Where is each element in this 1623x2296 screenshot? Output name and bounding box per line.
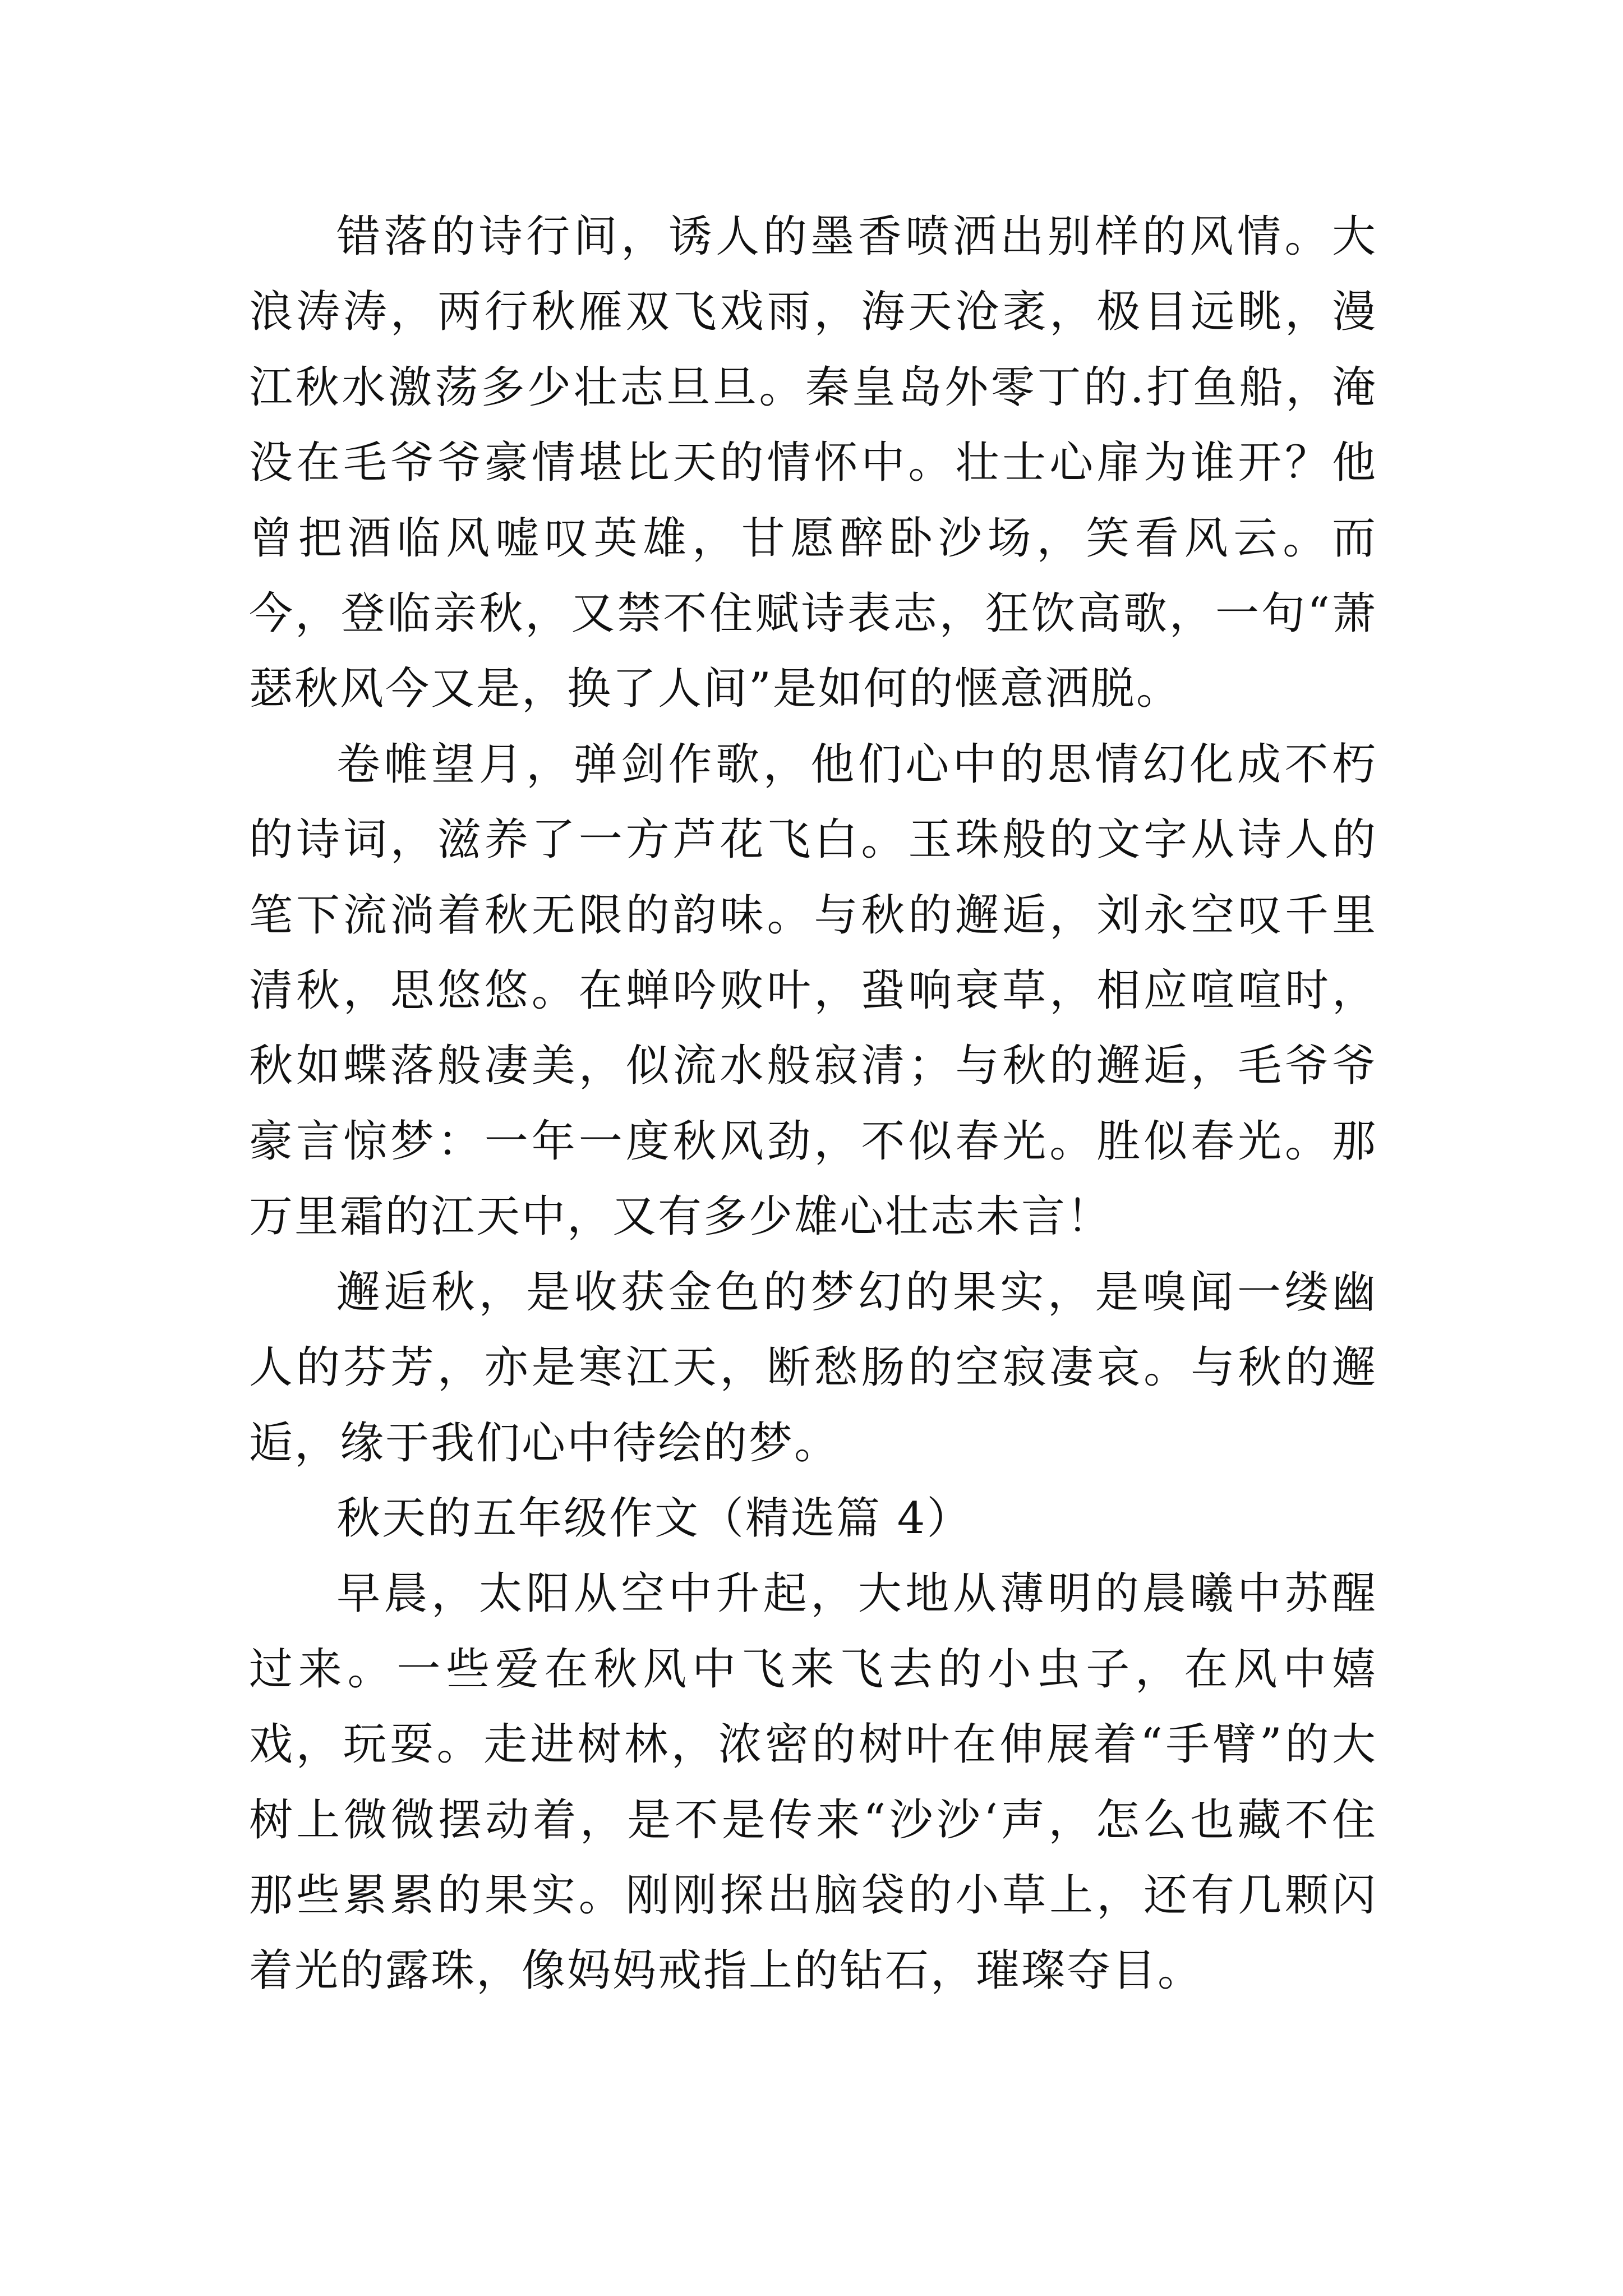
- paragraph-moon: 卷帷望月，弹剑作歌，他们心中的思情幻化成不朽的诗词，滋养了一方芦花飞白。玉珠般的文字从诗人的笔下流淌着秋无限的韵味。与秋的邂逅，刘永空叹千里清秋，思悠悠。在蝉吟败叶，蛩响衰草，相应喧喧时，秋如蝶落般凄美，似流水般寂清；与秋的邂逅，毛爷爷豪言惊梦：一年一度秋风劲，不似春光。胜似春光。那万里霜的江天中，又有多少雄心壮志未言！: [249, 739, 1377, 1243]
- paragraph-encounter: 邂逅秋，是收获金色的梦幻的果实，是嗅闻一缕幽人的芬芳，亦是寒江天，断愁肠的空寂凄哀。与秋的邂逅，缘于我们心中待绘的梦。: [249, 1267, 1377, 1469]
- section-heading: 秋天的五年级作文（精选篇 4）: [336, 1493, 972, 1544]
- paragraph-morning: 早晨，太阳从空中升起，大地从薄明的晨曦中苏醒过来。一些爱在秋风中飞来飞去的小虫子，在风中嬉戏，玩耍。走进树林，浓密的树叶在伸展着“手臂”的大树上微微摆动着，是不是传来“沙沙‘声，怎么也藏不住那些累累的果实。刚刚探出脑袋的小草上，还有几颗闪着光的露珠，像妈妈戒指上的钻石，璀璨夺目。: [249, 1568, 1377, 1996]
- paragraph-poetry: 错落的诗行间，诱人的墨香喷洒出别样的风情。大浪涛涛，两行秋雁双飞戏雨，海天沧袤，极目远眺，漫江秋水激荡多少壮志旦旦。秦皇岛外零丁的.打鱼船，淹没在毛爷爷豪情堪比天的情怀中。壮士心扉为谁开？他曾把酒临风嘘叹英雄，甘愿醉卧沙场，笑看风云。而今，登临亲秋，又禁不住赋诗表志，狂饮高歌，一句“萧瑟秋风今又是，换了人间”是如何的惬意洒脱。: [249, 211, 1377, 715]
- document-page: [249, 199, 1377, 2009]
